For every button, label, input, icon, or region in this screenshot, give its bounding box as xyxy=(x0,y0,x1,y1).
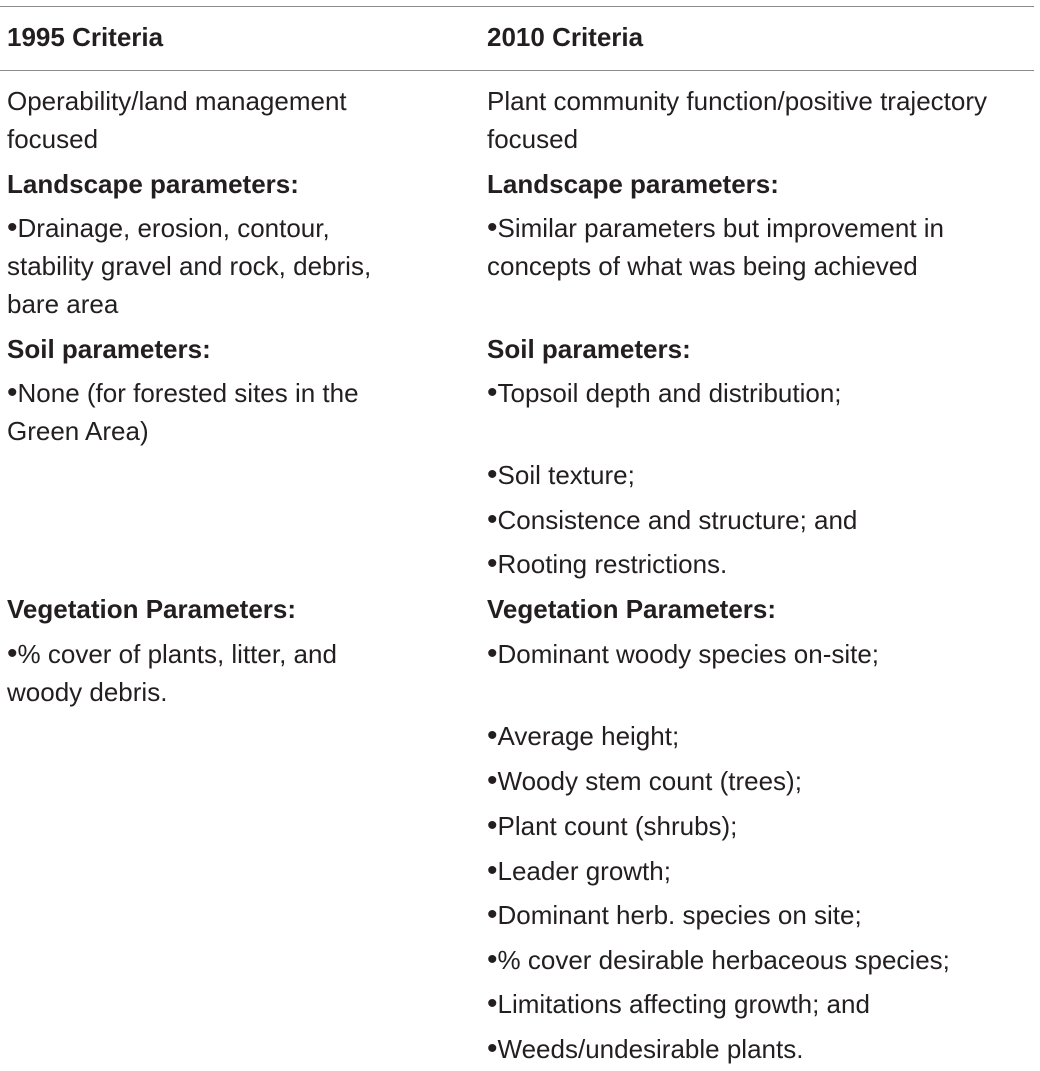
bullet-icon xyxy=(7,213,18,243)
veg-item-2010: • Average height; xyxy=(487,717,679,755)
header-1995: 1995 Criteria xyxy=(7,22,164,52)
veg-item-2010: • Leader growth; xyxy=(487,852,671,890)
landscape-item-1995: • Drainage, erosion, contour, xyxy=(7,209,330,247)
veg-item-2010: • Weeds/undesirable plants. xyxy=(487,1030,803,1068)
veg-item-2010: • Plant count (shrubs); xyxy=(487,807,737,845)
bullet-icon xyxy=(487,945,498,975)
soil-item-2010: • Soil texture; xyxy=(487,456,635,494)
focus-1995-line1: Operability/land management xyxy=(7,86,347,116)
focus-1995-line2: focused xyxy=(7,124,99,154)
bullet-icon xyxy=(487,856,498,886)
veg-item-1995-line2: woody debris. xyxy=(7,677,168,707)
focus-2010-line1: Plant community function/positive trajectory xyxy=(487,86,987,116)
veg-item-1995: • % cover of plants, litter, and xyxy=(7,635,337,673)
bullet-icon xyxy=(487,213,498,243)
landscape-heading-2010: Landscape parameters: xyxy=(487,169,779,199)
soil-item-2010: • Topsoil depth and distribution; xyxy=(487,374,842,412)
bullet-icon xyxy=(487,1034,498,1064)
bullet-icon xyxy=(487,549,498,579)
bullet-icon xyxy=(487,460,498,490)
soil-item-1995-line2: Green Area) xyxy=(7,416,149,446)
table-top-rule xyxy=(0,6,1034,7)
veg-heading-2010: Vegetation Parameters: xyxy=(487,594,777,624)
landscape-item-1995-line3: bare area xyxy=(7,289,119,319)
soil-item-2010: • Consistence and structure; and xyxy=(487,501,857,539)
veg-item-2010: • Woody stem count (trees); xyxy=(487,762,802,800)
landscape-item-2010: • Similar parameters but improvement in xyxy=(487,209,944,247)
landscape-item-1995-line2: stability gravel and rock, debris, xyxy=(7,251,372,281)
soil-item-1995: • None (for forested sites in the xyxy=(7,374,359,412)
header-2010: 2010 Criteria xyxy=(487,22,644,52)
soil-item-2010: • Rooting restrictions. xyxy=(487,545,727,583)
bullet-icon xyxy=(487,766,498,796)
bullet-icon xyxy=(487,505,498,535)
bullet-icon xyxy=(7,378,18,408)
bullet-icon xyxy=(487,811,498,841)
header-rule xyxy=(0,70,1034,71)
landscape-heading-1995: Landscape parameters: xyxy=(7,169,299,199)
bullet-icon xyxy=(487,378,498,408)
landscape-item-2010-line2: concepts of what was being achieved xyxy=(487,251,918,281)
soil-heading-2010: Soil parameters: xyxy=(487,334,691,364)
veg-item-2010: • Limitations affecting growth; and xyxy=(487,985,870,1023)
bullet-icon xyxy=(487,900,498,930)
veg-item-2010: • % cover desirable herbaceous species; xyxy=(487,941,950,979)
focus-2010-line2: focused xyxy=(487,124,579,154)
bullet-icon xyxy=(7,639,18,669)
veg-item-2010: • Dominant woody species on-site; xyxy=(487,635,879,673)
soil-heading-1995: Soil parameters: xyxy=(7,334,211,364)
veg-heading-1995: Vegetation Parameters: xyxy=(7,594,297,624)
veg-item-2010: • Dominant herb. species on site; xyxy=(487,896,862,934)
bullet-icon xyxy=(487,721,498,751)
bullet-icon xyxy=(487,989,498,1019)
bullet-icon xyxy=(487,639,498,669)
